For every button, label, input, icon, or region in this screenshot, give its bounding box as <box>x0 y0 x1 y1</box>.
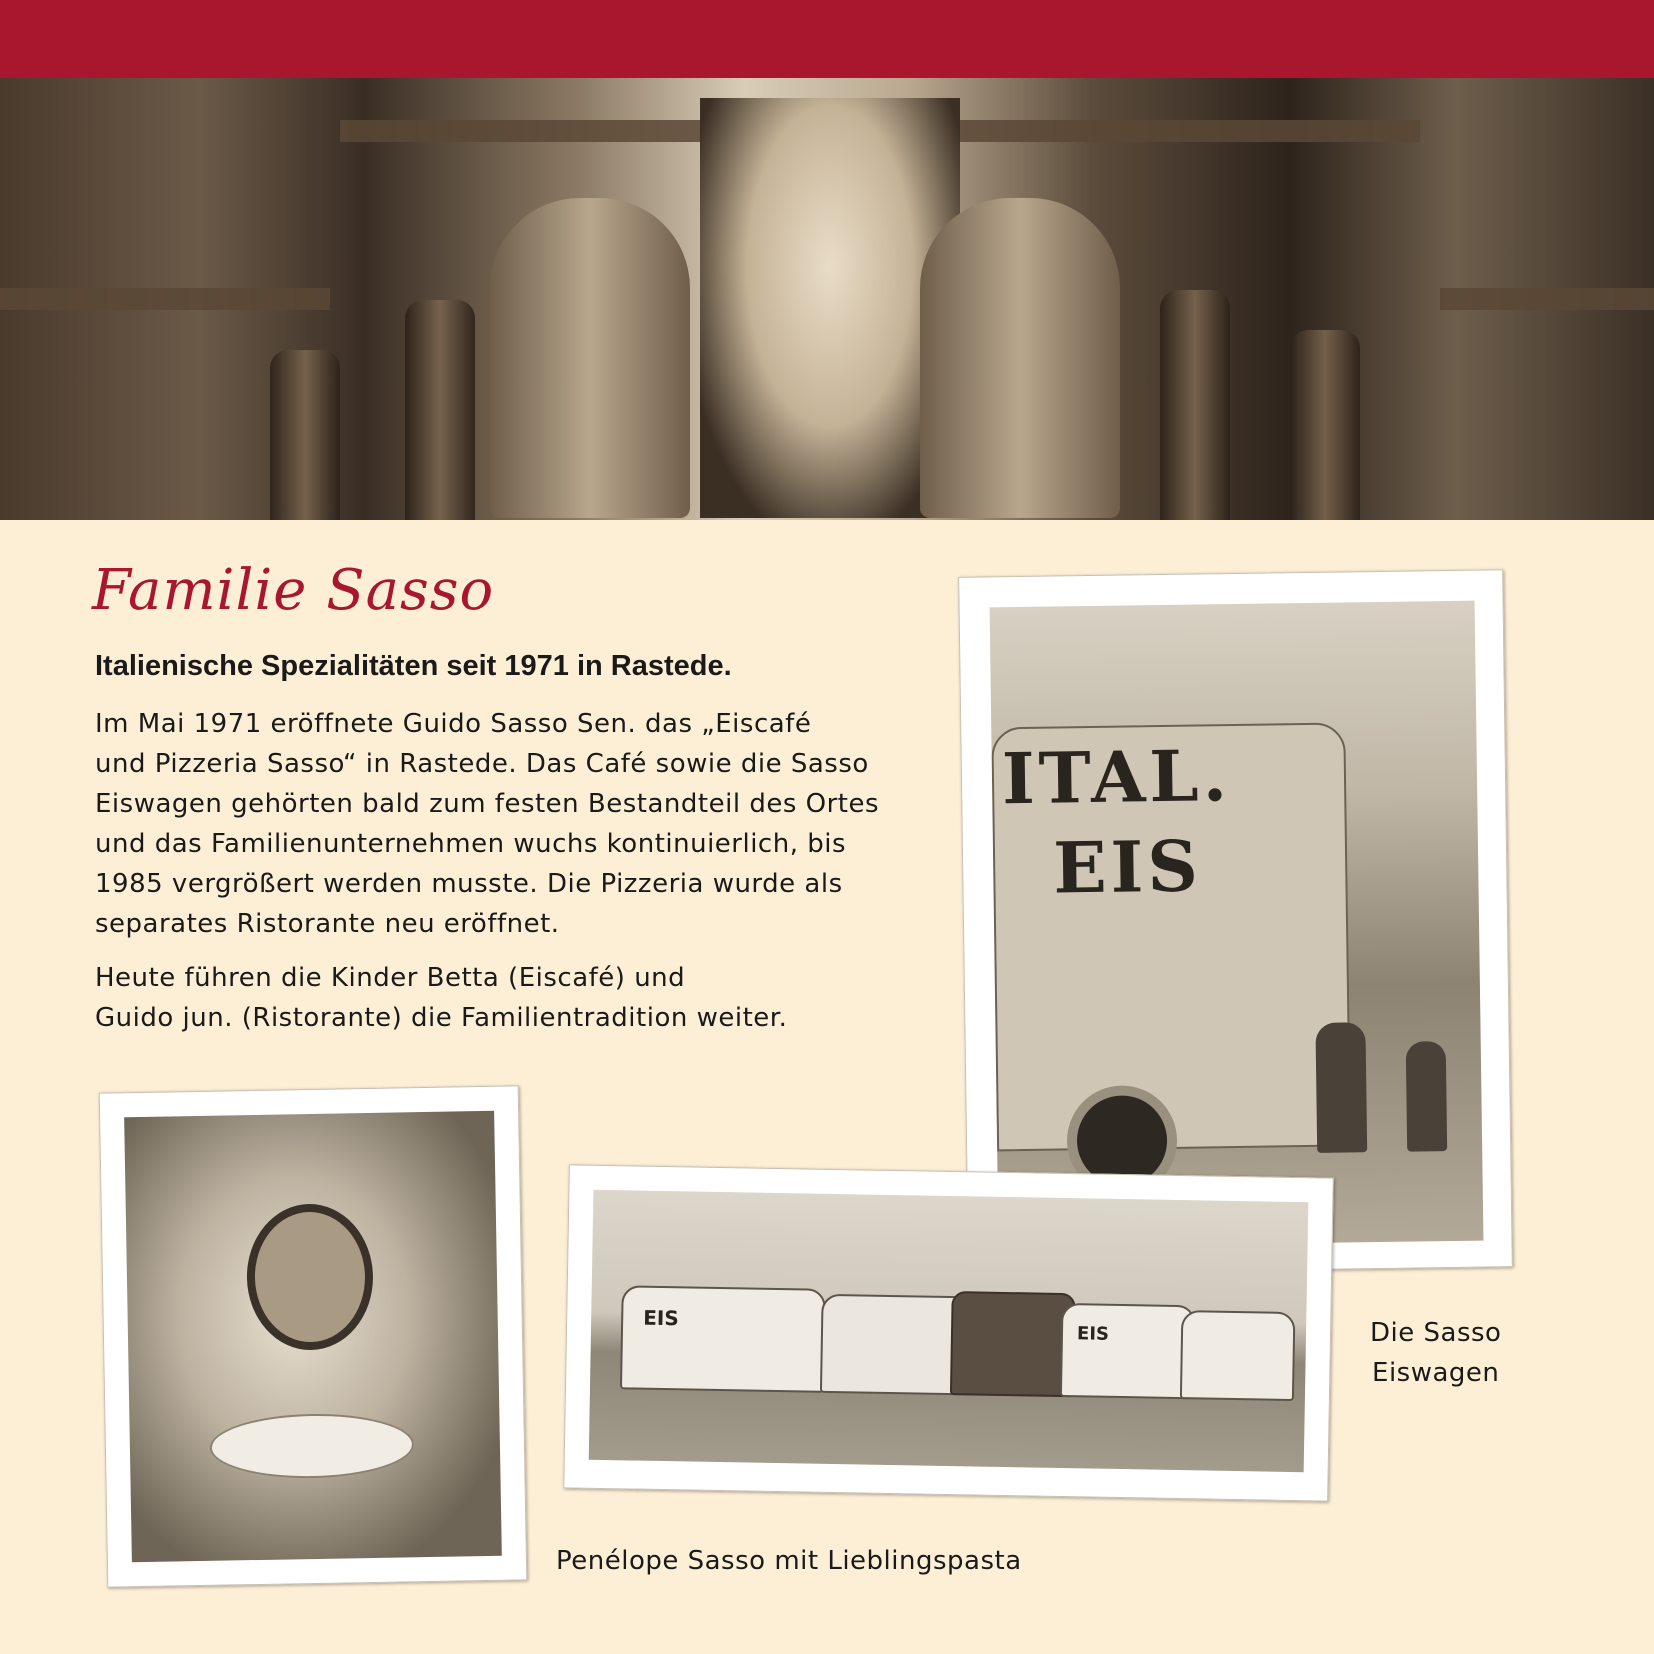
child-face <box>246 1203 375 1351</box>
bottle <box>1160 290 1230 520</box>
photo-penelope <box>99 1085 528 1587</box>
bottle <box>405 300 475 520</box>
shelf <box>1440 288 1654 310</box>
van <box>950 1291 1076 1397</box>
van-label: EIS <box>1076 1323 1110 1345</box>
bottle <box>270 350 340 520</box>
van <box>1060 1303 1196 1399</box>
caption-eiswagen <box>1370 1313 1501 1393</box>
text-line: Im Mai 1971 eröffnete Guido Sasso Sen. das „Eiscafé <box>95 709 812 739</box>
caption-line: Die Sasso <box>1370 1318 1502 1348</box>
van-label: EIS <box>643 1305 679 1331</box>
text-line: und das Familienunternehmen wuchs kontinuierlich, bis <box>95 829 846 859</box>
penelope-photo-image <box>124 1111 502 1562</box>
van <box>620 1285 826 1393</box>
caption-line: Eiswagen <box>1372 1358 1500 1388</box>
espresso-machine-icon <box>920 198 1120 518</box>
text-line: Eiswagen gehörten bald zum festen Bestandteil des Ortes <box>95 789 880 819</box>
hero-photo <box>0 78 1654 520</box>
espresso-machine-icon <box>490 198 690 518</box>
text-line: Heute führen die Kinder Betta (Eiscafé) und <box>95 963 686 993</box>
history-paragraph <box>95 704 925 944</box>
van-sign-eis: EIS <box>1052 824 1203 910</box>
bottle <box>1290 330 1360 520</box>
photo-eiswagen-fleet <box>563 1164 1334 1501</box>
pasta-plate <box>209 1412 414 1480</box>
top-color-bar <box>0 0 1654 78</box>
text-line: Guido jun. (Ristorante) die Familientradition weiter. <box>95 1003 788 1033</box>
photo-ice-cream-van <box>958 569 1513 1275</box>
van-photo-image <box>990 601 1484 1248</box>
van-sign-ital: ITAL. <box>1001 734 1232 821</box>
page-title: Familie Sasso <box>92 558 495 623</box>
text-line: separates Ristorante neu eröffnet. <box>95 909 560 939</box>
text-line: 1985 vergrößert werden musste. Die Pizzeria wurde als <box>95 869 843 899</box>
child-figure <box>1315 1022 1367 1153</box>
child-figure <box>1406 1041 1448 1152</box>
fleet-photo-image <box>589 1190 1309 1472</box>
shelf <box>0 288 330 310</box>
caption-penelope: Penélope Sasso mit Lieblingspasta <box>556 1546 1022 1576</box>
text-line: und Pizzeria Sasso“ in Rastede. Das Café sowie die Sasso <box>95 749 869 779</box>
today-paragraph <box>95 958 925 1038</box>
page-subtitle: Italienische Spezialitäten seit 1971 in Rastede. <box>95 650 732 682</box>
van <box>1180 1310 1296 1401</box>
